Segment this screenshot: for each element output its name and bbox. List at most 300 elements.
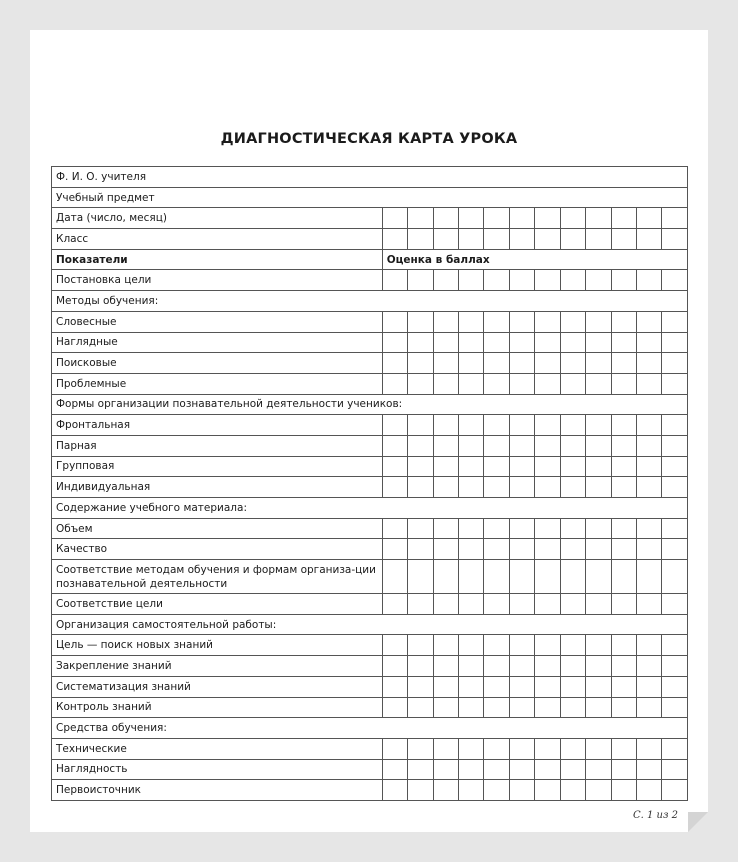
score-cell[interactable]: [636, 676, 661, 697]
score-cell[interactable]: [611, 738, 636, 759]
score-cell[interactable]: [382, 560, 407, 594]
score-cell[interactable]: [408, 780, 433, 801]
score-cell[interactable]: [382, 780, 407, 801]
table-row: [52, 456, 688, 477]
score-cell[interactable]: [586, 539, 611, 560]
score-cell[interactable]: [433, 456, 458, 477]
score-cell[interactable]: [560, 311, 585, 332]
score-cell[interactable]: [560, 780, 585, 801]
score-cell[interactable]: [535, 518, 560, 539]
table-row: [52, 676, 688, 697]
score-cell[interactable]: [484, 594, 509, 615]
score-cell[interactable]: [484, 738, 509, 759]
score-cell[interactable]: [484, 656, 509, 677]
score-cell[interactable]: [636, 477, 661, 498]
score-cell[interactable]: [509, 594, 534, 615]
score-cell[interactable]: [408, 435, 433, 456]
score-cell[interactable]: [382, 353, 407, 374]
score-cell[interactable]: [484, 311, 509, 332]
score-cell[interactable]: [408, 311, 433, 332]
score-cell[interactable]: [458, 373, 483, 394]
score-cell[interactable]: [611, 780, 636, 801]
score-cell[interactable]: [382, 311, 407, 332]
score-cell[interactable]: [433, 759, 458, 780]
score-cell[interactable]: [611, 477, 636, 498]
score-cell[interactable]: [611, 270, 636, 291]
score-cell[interactable]: [535, 759, 560, 780]
score-cell[interactable]: [484, 539, 509, 560]
score-cell[interactable]: [458, 560, 483, 594]
score-cell[interactable]: [509, 539, 534, 560]
score-cell[interactable]: [382, 270, 407, 291]
table-row: [52, 332, 688, 353]
score-cell[interactable]: [560, 208, 585, 229]
score-cell[interactable]: [484, 435, 509, 456]
score-cell[interactable]: [458, 635, 483, 656]
score-cell[interactable]: [586, 353, 611, 374]
score-cell[interactable]: [611, 456, 636, 477]
score-cell[interactable]: [535, 676, 560, 697]
row-label: Постановка цели: [52, 270, 383, 291]
score-cell[interactable]: [484, 229, 509, 250]
score-cell[interactable]: [509, 676, 534, 697]
score-cell[interactable]: [586, 518, 611, 539]
score-cell[interactable]: [458, 477, 483, 498]
score-cell[interactable]: [535, 415, 560, 436]
score-cell[interactable]: [433, 780, 458, 801]
row-label: Наглядные: [52, 332, 383, 353]
score-cell[interactable]: [662, 373, 688, 394]
score-cell[interactable]: [535, 780, 560, 801]
score-cell[interactable]: [509, 456, 534, 477]
score-cell[interactable]: [484, 477, 509, 498]
score-cell[interactable]: [586, 415, 611, 436]
score-cell[interactable]: [484, 415, 509, 436]
score-cell[interactable]: [458, 518, 483, 539]
score-cell[interactable]: [535, 594, 560, 615]
score-cell[interactable]: [535, 738, 560, 759]
score-cell[interactable]: [560, 539, 585, 560]
score-cell[interactable]: [662, 656, 688, 677]
score-cell[interactable]: [484, 560, 509, 594]
score-cell[interactable]: [535, 656, 560, 677]
score-cell[interactable]: [408, 539, 433, 560]
score-cell[interactable]: [433, 311, 458, 332]
score-cell[interactable]: [433, 560, 458, 594]
score-cell[interactable]: [433, 270, 458, 291]
score-cell[interactable]: [662, 539, 688, 560]
row-label: Закрепление знаний: [52, 656, 383, 677]
score-cell[interactable]: [433, 697, 458, 718]
table-row: [52, 560, 688, 594]
score-cell[interactable]: [382, 594, 407, 615]
score-cell[interactable]: [382, 759, 407, 780]
score-cell[interactable]: [611, 676, 636, 697]
score-cell[interactable]: [535, 456, 560, 477]
score-cell[interactable]: [509, 697, 534, 718]
score-cell[interactable]: [636, 560, 661, 594]
score-cell[interactable]: [636, 635, 661, 656]
score-cell[interactable]: [636, 435, 661, 456]
row-label: Цель — поиск новых знаний: [52, 635, 383, 656]
score-cell[interactable]: [458, 738, 483, 759]
score-cell[interactable]: [433, 539, 458, 560]
score-cell[interactable]: [636, 208, 661, 229]
score-cell[interactable]: [636, 539, 661, 560]
score-cell[interactable]: [662, 635, 688, 656]
score-cell[interactable]: [586, 270, 611, 291]
score-cell[interactable]: [408, 560, 433, 594]
row-label: Соответствие цели: [52, 594, 383, 615]
score-cell[interactable]: [662, 332, 688, 353]
score-cell[interactable]: [586, 208, 611, 229]
table-row: [52, 614, 688, 635]
score-cell[interactable]: [560, 229, 585, 250]
score-cell[interactable]: [458, 353, 483, 374]
score-cell[interactable]: [458, 676, 483, 697]
score-cell[interactable]: [636, 353, 661, 374]
table-row: [52, 415, 688, 436]
table-row: [52, 249, 688, 270]
score-cell[interactable]: [433, 415, 458, 436]
score-cell[interactable]: [560, 656, 585, 677]
score-cell[interactable]: [535, 539, 560, 560]
score-cell[interactable]: [636, 594, 661, 615]
score-cell[interactable]: [636, 229, 661, 250]
score-cell[interactable]: [458, 456, 483, 477]
score-cell[interactable]: [560, 373, 585, 394]
row-label: Содержание учебного материала:: [52, 498, 688, 519]
score-cell[interactable]: [382, 697, 407, 718]
score-cell[interactable]: [484, 635, 509, 656]
score-cell[interactable]: [586, 656, 611, 677]
score-cell[interactable]: [408, 373, 433, 394]
score-cell[interactable]: [535, 435, 560, 456]
score-cell[interactable]: [484, 373, 509, 394]
score-cell[interactable]: [382, 477, 407, 498]
score-cell[interactable]: [458, 759, 483, 780]
score-cell[interactable]: [662, 435, 688, 456]
row-label: Групповая: [52, 456, 383, 477]
score-cell[interactable]: [433, 208, 458, 229]
score-cell[interactable]: [560, 270, 585, 291]
score-cell[interactable]: [382, 415, 407, 436]
score-cell[interactable]: [586, 456, 611, 477]
score-cell[interactable]: [636, 759, 661, 780]
table-row: [52, 759, 688, 780]
row-label: Формы организации познавательной деятельности учеников:: [52, 394, 688, 415]
score-cell[interactable]: [484, 780, 509, 801]
score-cell[interactable]: [560, 676, 585, 697]
score-cell[interactable]: [560, 560, 585, 594]
score-cell[interactable]: [484, 697, 509, 718]
score-cell[interactable]: [535, 208, 560, 229]
score-cell[interactable]: [560, 635, 585, 656]
score-cell[interactable]: [636, 373, 661, 394]
score-cell[interactable]: [662, 697, 688, 718]
score-cell[interactable]: [560, 353, 585, 374]
score-cell[interactable]: [458, 539, 483, 560]
score-cell[interactable]: [586, 635, 611, 656]
score-cell[interactable]: [484, 270, 509, 291]
score-cell[interactable]: [509, 332, 534, 353]
score-cell[interactable]: [484, 208, 509, 229]
score-cell[interactable]: [408, 477, 433, 498]
score-cell[interactable]: [382, 373, 407, 394]
score-cell[interactable]: [586, 435, 611, 456]
score-cell[interactable]: [408, 229, 433, 250]
score-cell[interactable]: [611, 539, 636, 560]
score-cell[interactable]: [509, 208, 534, 229]
score-cell[interactable]: [509, 270, 534, 291]
row-label: Наглядность: [52, 759, 383, 780]
score-cell[interactable]: [408, 456, 433, 477]
score-cell[interactable]: [484, 353, 509, 374]
score-cell[interactable]: [408, 738, 433, 759]
score-cell[interactable]: [611, 208, 636, 229]
score-cell[interactable]: [662, 311, 688, 332]
score-cell[interactable]: [509, 560, 534, 594]
score-cell[interactable]: [662, 415, 688, 436]
score-cell[interactable]: [611, 353, 636, 374]
score-cell[interactable]: [408, 759, 433, 780]
score-cell[interactable]: [408, 676, 433, 697]
row-label: Объем: [52, 518, 383, 539]
score-cell[interactable]: [458, 229, 483, 250]
score-cell[interactable]: [433, 332, 458, 353]
score-cell[interactable]: [586, 697, 611, 718]
score-cell[interactable]: [509, 477, 534, 498]
score-cell[interactable]: [484, 332, 509, 353]
indicators-header: Показатели: [52, 249, 383, 270]
table-row: [52, 718, 688, 739]
score-cell[interactable]: [382, 656, 407, 677]
table-row: [52, 270, 688, 291]
score-cell[interactable]: [484, 759, 509, 780]
score-cell[interactable]: [484, 456, 509, 477]
score-cell[interactable]: [484, 676, 509, 697]
score-cell[interactable]: [560, 415, 585, 436]
table-row: [52, 780, 688, 801]
score-cell[interactable]: [611, 697, 636, 718]
score-cell[interactable]: [662, 518, 688, 539]
score-cell[interactable]: [636, 656, 661, 677]
score-cell[interactable]: [611, 373, 636, 394]
score-cell[interactable]: [458, 332, 483, 353]
score-cell[interactable]: [458, 594, 483, 615]
score-cell[interactable]: [509, 435, 534, 456]
score-cell[interactable]: [662, 477, 688, 498]
score-cell[interactable]: [535, 353, 560, 374]
row-label: Словесные: [52, 311, 383, 332]
score-cell[interactable]: [535, 332, 560, 353]
score-cell[interactable]: [662, 208, 688, 229]
document-title: ДИАГНОСТИЧЕСКАЯ КАРТА УРОКА: [220, 131, 518, 147]
score-cell[interactable]: [408, 697, 433, 718]
score-cell[interactable]: [662, 456, 688, 477]
score-cell[interactable]: [662, 229, 688, 250]
score-cell[interactable]: [408, 270, 433, 291]
score-cell[interactable]: [535, 270, 560, 291]
score-cell[interactable]: [433, 594, 458, 615]
score-cell[interactable]: [636, 697, 661, 718]
score-cell[interactable]: [509, 311, 534, 332]
score-cell[interactable]: [408, 208, 433, 229]
score-cell[interactable]: [586, 560, 611, 594]
score-cell[interactable]: [611, 332, 636, 353]
score-cell[interactable]: [433, 656, 458, 677]
score-cell[interactable]: [611, 435, 636, 456]
score-cell[interactable]: [636, 780, 661, 801]
score-cell[interactable]: [382, 518, 407, 539]
score-cell[interactable]: [509, 415, 534, 436]
score-cell[interactable]: [433, 635, 458, 656]
score-cell[interactable]: [509, 656, 534, 677]
score-header: Оценка в баллах: [382, 249, 687, 270]
score-cell[interactable]: [662, 738, 688, 759]
row-label: Поисковые: [52, 353, 383, 374]
score-cell[interactable]: [586, 738, 611, 759]
score-cell[interactable]: [433, 435, 458, 456]
score-cell[interactable]: [484, 518, 509, 539]
score-cell[interactable]: [433, 477, 458, 498]
score-cell[interactable]: [662, 780, 688, 801]
score-cell[interactable]: [458, 208, 483, 229]
score-cell[interactable]: [611, 229, 636, 250]
row-label: Методы обучения:: [52, 291, 688, 312]
score-cell[interactable]: [586, 373, 611, 394]
score-cell[interactable]: [611, 759, 636, 780]
score-cell[interactable]: [433, 353, 458, 374]
score-cell[interactable]: [535, 697, 560, 718]
score-cell[interactable]: [662, 353, 688, 374]
score-cell[interactable]: [586, 311, 611, 332]
score-cell[interactable]: [636, 456, 661, 477]
score-cell[interactable]: [560, 477, 585, 498]
score-cell[interactable]: [535, 635, 560, 656]
score-cell[interactable]: [382, 332, 407, 353]
score-cell[interactable]: [433, 518, 458, 539]
score-cell[interactable]: [509, 635, 534, 656]
score-cell[interactable]: [382, 635, 407, 656]
score-cell[interactable]: [535, 373, 560, 394]
score-cell[interactable]: [509, 780, 534, 801]
score-cell[interactable]: [560, 518, 585, 539]
score-cell[interactable]: [408, 594, 433, 615]
score-cell[interactable]: [560, 594, 585, 615]
score-cell[interactable]: [586, 759, 611, 780]
score-cell[interactable]: [433, 229, 458, 250]
score-cell[interactable]: [662, 594, 688, 615]
score-cell[interactable]: [560, 332, 585, 353]
score-cell[interactable]: [636, 738, 661, 759]
score-cell[interactable]: [408, 415, 433, 436]
score-cell[interactable]: [611, 656, 636, 677]
score-cell[interactable]: [611, 635, 636, 656]
score-cell[interactable]: [586, 676, 611, 697]
score-cell[interactable]: [509, 373, 534, 394]
score-cell[interactable]: [636, 415, 661, 436]
score-cell[interactable]: [509, 353, 534, 374]
score-cell[interactable]: [560, 738, 585, 759]
score-cell[interactable]: [408, 635, 433, 656]
score-cell[interactable]: [535, 229, 560, 250]
score-cell[interactable]: [458, 415, 483, 436]
score-cell[interactable]: [662, 560, 688, 594]
score-cell[interactable]: [509, 229, 534, 250]
score-cell[interactable]: [560, 456, 585, 477]
score-cell[interactable]: [636, 311, 661, 332]
score-cell[interactable]: [586, 780, 611, 801]
score-cell[interactable]: [662, 759, 688, 780]
score-cell[interactable]: [535, 477, 560, 498]
row-label: Качество: [52, 539, 383, 560]
score-cell[interactable]: [586, 477, 611, 498]
score-cell[interactable]: [408, 656, 433, 677]
score-cell[interactable]: [662, 676, 688, 697]
score-cell[interactable]: [382, 229, 407, 250]
score-cell[interactable]: [382, 676, 407, 697]
score-cell[interactable]: [382, 208, 407, 229]
page-curl: [688, 812, 708, 832]
score-cell[interactable]: [586, 594, 611, 615]
score-cell[interactable]: [611, 518, 636, 539]
score-cell[interactable]: [586, 332, 611, 353]
score-cell[interactable]: [408, 332, 433, 353]
score-cell[interactable]: [560, 759, 585, 780]
score-cell[interactable]: [662, 270, 688, 291]
score-cell[interactable]: [433, 738, 458, 759]
score-cell[interactable]: [509, 738, 534, 759]
score-cell[interactable]: [535, 311, 560, 332]
row-label: Проблемные: [52, 373, 383, 394]
score-cell[interactable]: [611, 594, 636, 615]
row-label: Класс: [52, 229, 383, 250]
score-cell[interactable]: [433, 676, 458, 697]
score-cell[interactable]: [509, 759, 534, 780]
table-row: [52, 353, 688, 374]
score-cell[interactable]: [408, 518, 433, 539]
score-cell[interactable]: [382, 435, 407, 456]
score-cell[interactable]: [611, 311, 636, 332]
row-label: Индивидуальная: [52, 477, 383, 498]
score-cell[interactable]: [458, 270, 483, 291]
score-cell[interactable]: [458, 311, 483, 332]
score-cell[interactable]: [509, 518, 534, 539]
row-label: Парная: [52, 435, 383, 456]
row-label: Фронтальная: [52, 415, 383, 436]
score-cell[interactable]: [382, 539, 407, 560]
score-cell[interactable]: [560, 435, 585, 456]
score-cell[interactable]: [382, 738, 407, 759]
score-cell[interactable]: [433, 373, 458, 394]
score-cell[interactable]: [611, 415, 636, 436]
score-cell[interactable]: [636, 518, 661, 539]
score-cell[interactable]: [458, 656, 483, 677]
score-cell[interactable]: [560, 697, 585, 718]
score-cell[interactable]: [611, 560, 636, 594]
score-cell[interactable]: [636, 270, 661, 291]
score-cell[interactable]: [382, 456, 407, 477]
score-cell[interactable]: [408, 353, 433, 374]
score-cell[interactable]: [535, 560, 560, 594]
score-cell[interactable]: [458, 435, 483, 456]
row-label: Систематизация знаний: [52, 676, 383, 697]
score-cell[interactable]: [458, 780, 483, 801]
score-cell[interactable]: [458, 697, 483, 718]
score-cell[interactable]: [586, 229, 611, 250]
score-cell[interactable]: [636, 332, 661, 353]
